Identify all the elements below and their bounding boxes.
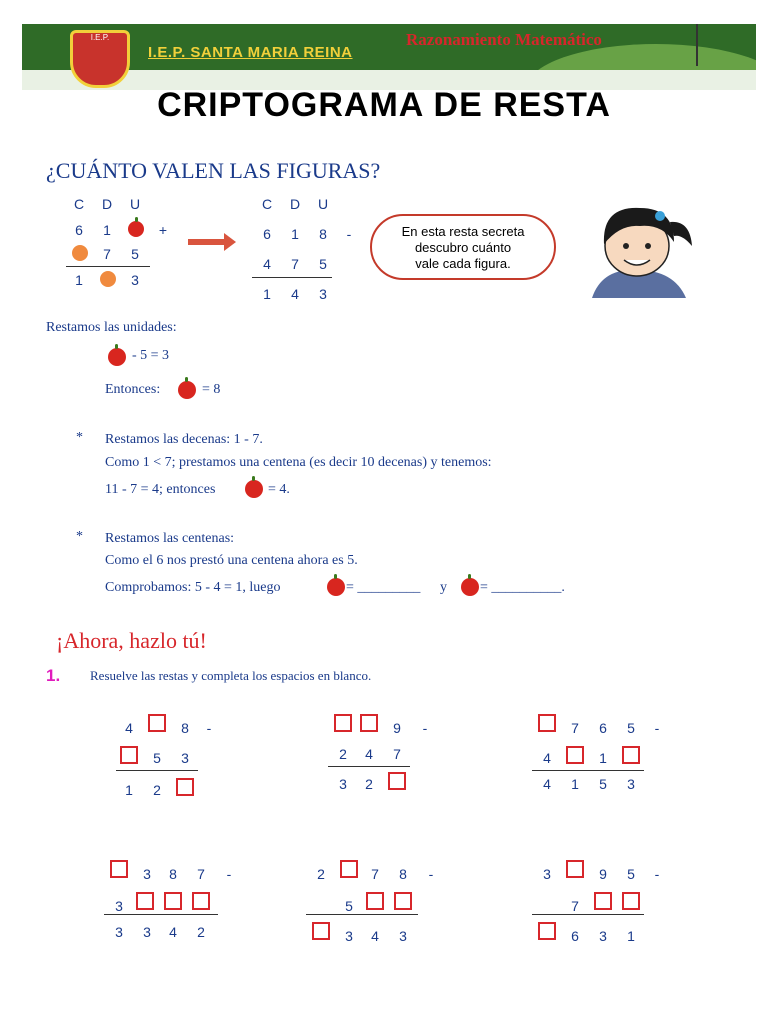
- digit: 6: [263, 226, 271, 242]
- apple-icon: [245, 480, 263, 498]
- answer-blank[interactable]: = __________.: [480, 580, 565, 595]
- digit: 4: [543, 776, 551, 792]
- exercise-instruction: Resuelve las restas y completa los espacios en blanco.: [90, 668, 372, 683]
- units-equation: - 5 = 3: [132, 348, 170, 363]
- answer-box[interactable]: [394, 892, 412, 910]
- header-banner: [22, 24, 756, 90]
- digit: 2: [153, 782, 161, 798]
- bullet: *: [76, 430, 83, 445]
- digit: 3: [115, 898, 123, 914]
- digit: 1: [599, 750, 607, 766]
- answer-box[interactable]: [312, 922, 330, 940]
- digit: 2: [197, 924, 205, 940]
- digit: 5: [627, 866, 635, 882]
- header-divider: [696, 24, 698, 66]
- digit: 5: [599, 776, 607, 792]
- answer-box[interactable]: [538, 922, 556, 940]
- minus-sign: -: [428, 866, 434, 882]
- answer-box[interactable]: [148, 714, 166, 732]
- arrow-icon: [188, 239, 226, 245]
- digit: 4: [125, 720, 133, 736]
- digit: 3: [115, 924, 123, 940]
- apple-icon: [461, 578, 479, 596]
- check-line: Comprobamos: 5 - 4 = 1, luego: [105, 580, 281, 595]
- digit: 3: [319, 286, 327, 302]
- digit: 4: [291, 286, 299, 302]
- col-d: D: [289, 196, 301, 212]
- difference-line: [532, 914, 644, 915]
- digit: 1: [571, 776, 579, 792]
- difference-line: [104, 914, 218, 915]
- digit: 8: [169, 866, 177, 882]
- digit: 7: [291, 256, 299, 272]
- minus-sign: -: [422, 720, 428, 736]
- apple-icon: [178, 381, 196, 399]
- answer-box[interactable]: [164, 892, 182, 910]
- units-result: = 8: [202, 382, 221, 397]
- answer-box[interactable]: [136, 892, 154, 910]
- plus-sign: +: [158, 222, 168, 238]
- digit: 5: [345, 898, 353, 914]
- tens-line: Como 1 < 7; prestamos una centena (es decir 10 decenas) y tenemos:: [105, 455, 492, 470]
- digit: 5: [627, 720, 635, 736]
- digit: 3: [131, 272, 139, 288]
- answer-box[interactable]: [110, 860, 128, 878]
- col-d: D: [101, 196, 113, 212]
- digit: 5: [131, 246, 139, 262]
- digit: 1: [627, 928, 635, 944]
- question-heading: ¿CUÁNTO VALEN LAS FIGURAS?: [46, 158, 381, 183]
- col-c: C: [73, 196, 85, 212]
- answer-box[interactable]: [594, 892, 612, 910]
- subject-title: Razonamiento Matemático: [406, 30, 602, 49]
- answer-box[interactable]: [622, 746, 640, 764]
- col-u: U: [129, 196, 141, 212]
- digit: 2: [339, 746, 347, 762]
- digit: 1: [103, 222, 111, 238]
- units-heading: Restamos las unidades:: [46, 320, 177, 335]
- tens-result: = 4.: [268, 482, 290, 497]
- digit: 6: [571, 928, 579, 944]
- minus-sign: -: [654, 720, 660, 736]
- peach-icon: [100, 271, 116, 287]
- digit: 1: [125, 782, 133, 798]
- digit: 4: [365, 746, 373, 762]
- digit: 9: [599, 866, 607, 882]
- digit: 1: [263, 286, 271, 302]
- digit: 4: [543, 750, 551, 766]
- bullet: *: [76, 529, 83, 544]
- minus-sign: -: [206, 720, 212, 736]
- col-c: C: [261, 196, 273, 212]
- digit: 6: [599, 720, 607, 736]
- answer-box[interactable]: [366, 892, 384, 910]
- digit: 7: [393, 746, 401, 762]
- digit: 4: [263, 256, 271, 272]
- digit: 8: [181, 720, 189, 736]
- answer-box[interactable]: [388, 772, 406, 790]
- digit: 5: [153, 750, 161, 766]
- digit: 3: [599, 928, 607, 944]
- school-crest-logo: [70, 30, 130, 88]
- girl-illustration: [582, 198, 692, 298]
- answer-box[interactable]: [538, 714, 556, 732]
- answer-box[interactable]: [120, 746, 138, 764]
- digit: 3: [399, 928, 407, 944]
- answer-box[interactable]: [340, 860, 358, 878]
- sum-line: [66, 266, 150, 267]
- difference-line: [116, 770, 198, 771]
- digit: 7: [197, 866, 205, 882]
- answer-box[interactable]: [334, 714, 352, 732]
- peach-icon: [72, 245, 88, 261]
- digit: 7: [371, 866, 379, 882]
- crest-text: I.E.P.: [90, 33, 110, 42]
- speech-bubble: [370, 214, 556, 280]
- digit: 4: [169, 924, 177, 940]
- answer-box[interactable]: [566, 860, 584, 878]
- now-heading: ¡Ahora, hazlo tú!: [56, 628, 207, 653]
- digit: 7: [571, 898, 579, 914]
- school-name: I.E.P. SANTA MARIA REINA: [148, 44, 353, 61]
- digit: 1: [75, 272, 83, 288]
- hundreds-heading: Restamos las centenas:: [105, 531, 235, 546]
- answer-box[interactable]: [360, 714, 378, 732]
- apple-icon: [128, 221, 144, 237]
- answer-box[interactable]: [566, 746, 584, 764]
- digit: 7: [571, 720, 579, 736]
- digit: 5: [319, 256, 327, 272]
- hundreds-line: Como el 6 nos prestó una centena ahora es 5.: [105, 553, 358, 568]
- digit: 7: [103, 246, 111, 262]
- answer-box[interactable]: [192, 892, 210, 910]
- digit: 9: [393, 720, 401, 736]
- difference-line: [306, 914, 418, 915]
- digit: 6: [75, 222, 83, 238]
- units-then: Entonces:: [105, 382, 161, 397]
- difference-line: [328, 766, 410, 767]
- digit: 8: [399, 866, 407, 882]
- and-word: y: [440, 580, 447, 595]
- difference-line: [532, 770, 644, 771]
- digit: 3: [543, 866, 551, 882]
- minus-sign: -: [654, 866, 660, 882]
- tens-heading: Restamos las decenas: 1 - 7.: [105, 432, 263, 447]
- col-u: U: [317, 196, 329, 212]
- digit: 3: [143, 924, 151, 940]
- digit: 1: [291, 226, 299, 242]
- minus-sign: -: [346, 226, 352, 242]
- digit: 3: [627, 776, 635, 792]
- digit: 3: [339, 776, 347, 792]
- bubble-line: vale cada figura.: [415, 256, 511, 271]
- answer-box[interactable]: [622, 892, 640, 910]
- page-title: CRIPTOGRAMA DE RESTA: [157, 86, 611, 124]
- exercise-number: 1.: [46, 666, 61, 685]
- minus-sign: -: [226, 866, 232, 882]
- bubble-line: En esta resta secreta: [401, 224, 525, 239]
- difference-line: [252, 277, 332, 278]
- answer-blank[interactable]: = _________: [346, 580, 421, 595]
- bubble-line: descubro cuánto: [414, 240, 512, 255]
- digit: 3: [181, 750, 189, 766]
- digit: 4: [371, 928, 379, 944]
- apple-icon: [108, 348, 126, 366]
- apple-icon: [327, 578, 345, 596]
- answer-box[interactable]: [176, 778, 194, 796]
- digit: 3: [345, 928, 353, 944]
- digit: 8: [319, 226, 327, 242]
- digit: 2: [365, 776, 373, 792]
- digit: 3: [143, 866, 151, 882]
- digit: 2: [317, 866, 325, 882]
- tens-line: 11 - 7 = 4; entonces: [105, 482, 216, 497]
